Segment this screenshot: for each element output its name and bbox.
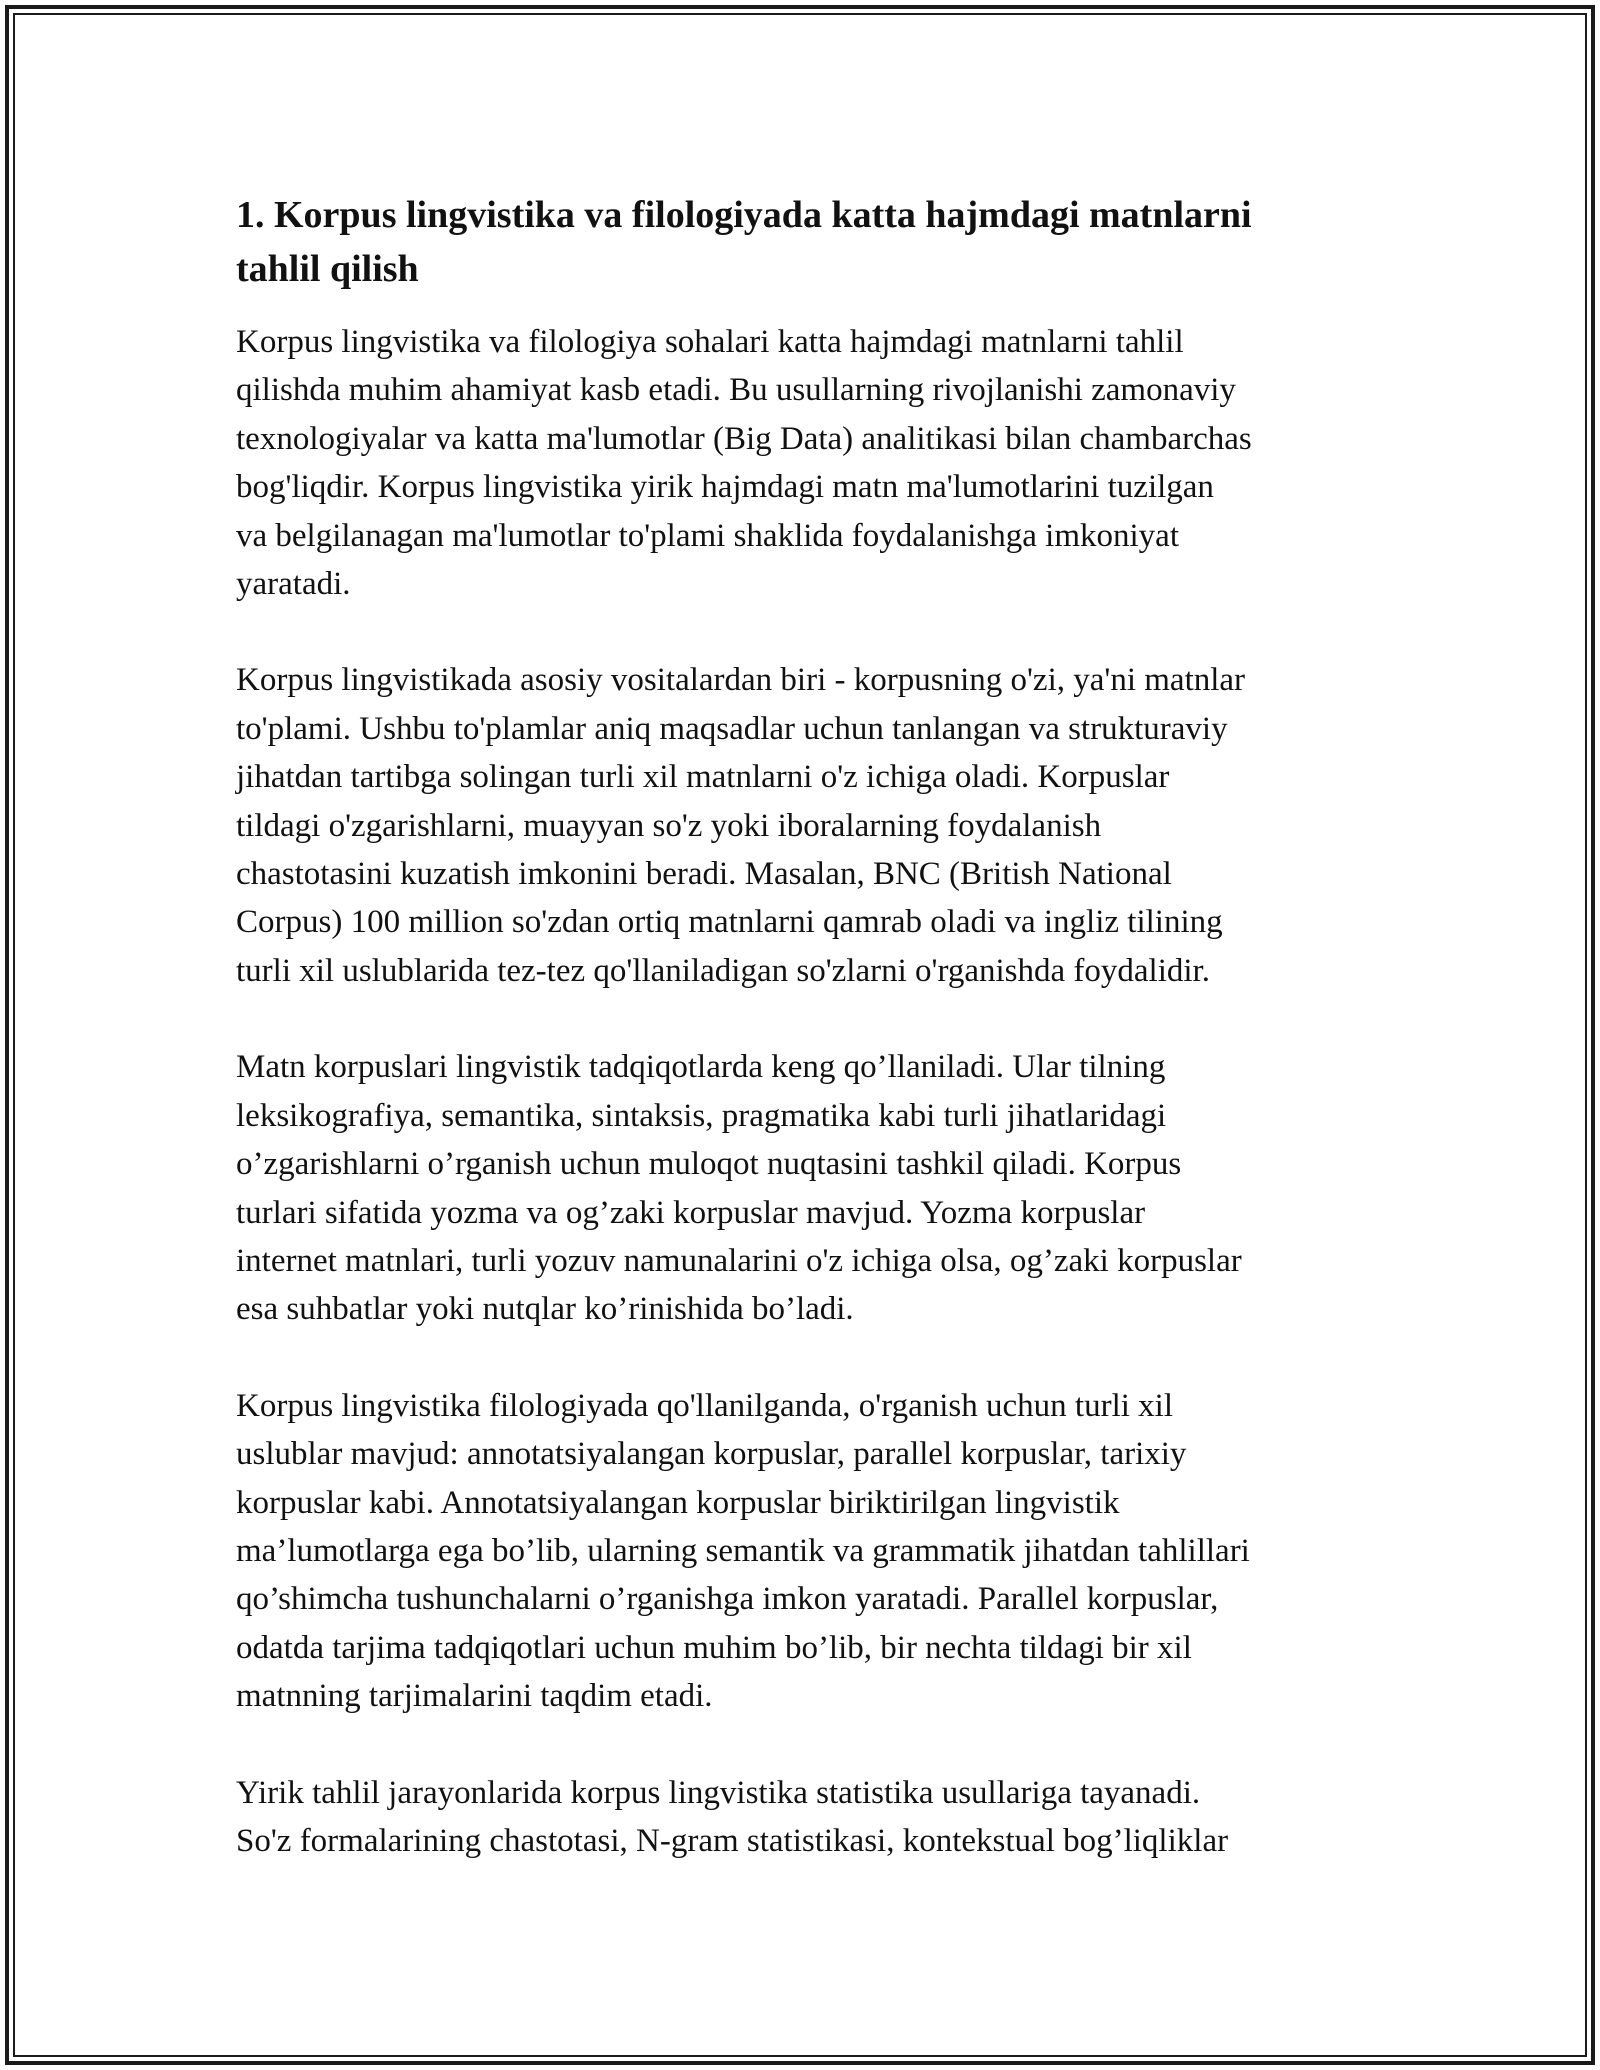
text-line: tildagi o'zgarishlarni, muayyan so'z yoki iboralarning foydalanish [236, 807, 1102, 844]
text-line: Matn korpuslari lingvistik tadqiqotlarda keng qo’llaniladi. Ular tilning [236, 1049, 1166, 1086]
text-line: qilishda muhim ahamiyat kasb etadi. Bu usullarning rivojlanishi zamonaviy [236, 372, 1236, 409]
heading-line: 1. Korpus lingvistika va filologiyada katta hajmdagi matnlarni [236, 194, 1252, 236]
text-line: Yirik tahlil jarayonlarida korpus lingvistika statistika usullariga tayanadi. [236, 1774, 1201, 1811]
text-line: ma’lumotlarga ega bo’lib, ularning semantik va grammatik jihatdan tahlillari [236, 1532, 1250, 1569]
paragraph-1 [236, 318, 1374, 608]
text-line: leksikografiya, semantika, sintaksis, pragmatika kabi turli jihatlaridagi [236, 1097, 1167, 1134]
text-line: va belgilanagan ma'lumotlar to'plami shaklida foydalanishga imkoniyat [236, 517, 1179, 554]
text-line: texnologiyalar va katta ma'lumotlar (Big Data) analitikasi bilan chambarchas [236, 420, 1252, 457]
text-line: odatda tarjima tadqiqotlari uchun muhim bo’lib, bir nechta tildagi bir xil [236, 1629, 1192, 1666]
paragraph-5 [236, 1769, 1374, 1866]
document-body [236, 188, 1374, 1865]
text-line: bog'liqdir. Korpus lingvistika yirik hajmdagi matn ma'lumotlarini tuzilgan [236, 469, 1214, 506]
paragraph-2 [236, 656, 1374, 995]
text-line: jihatdan tartibga solingan turli xil matnlarni o'z ichiga oladi. Korpuslar [236, 759, 1170, 796]
text-line: o’zgarishlarni o’rganish uchun muloqot nuqtasini tashkil qiladi. Korpus [236, 1146, 1182, 1183]
text-line: So'z formalarining chastotasi, N-gram statistikasi, kontekstual bog’liqliklar [236, 1822, 1229, 1859]
section-heading [236, 188, 1374, 296]
text-line: Korpus lingvistika filologiyada qo'llanilganda, o'rganish uchun turli xil [236, 1387, 1173, 1424]
text-line: esa suhbatlar yoki nutqlar ko’rinishida bo’ladi. [236, 1291, 854, 1328]
text-line: uslublar mavjud: annotatsiyalangan korpuslar, parallel korpuslar, tarixiy [236, 1436, 1187, 1473]
text-line: matnning tarjimalarini taqdim etadi. [236, 1678, 713, 1715]
heading-line: tahlil qilish [236, 248, 419, 290]
text-line: chastotasini kuzatish imkonini beradi. Masalan, BNC (British National [236, 856, 1172, 893]
paragraph-4 [236, 1382, 1374, 1721]
text-line: yaratadi. [236, 566, 351, 603]
paragraph-3 [236, 1043, 1374, 1333]
text-line: korpuslar kabi. Annotatsiyalangan korpuslar biriktirilgan lingvistik [236, 1484, 1120, 1521]
text-line: Corpus) 100 million so'zdan ortiq matnlarni qamrab oladi va ingliz tilining [236, 904, 1223, 941]
text-line: Korpus lingvistikada asosiy vositalardan biri - korpusning o'zi, ya'ni matnlar [236, 662, 1246, 699]
text-line: turli xil uslublarida tez-tez qo'llaniladigan so'zlarni o'rganishda foydalidir. [236, 952, 1210, 989]
text-line: turlari sifatida yozma va og’zaki korpuslar mavjud. Yozma korpuslar [236, 1194, 1146, 1231]
text-line: internet matnlari, turli yozuv namunalarini o'z ichiga olsa, og’zaki korpuslar [236, 1242, 1242, 1279]
text-line: to'plami. Ushbu to'plamlar aniq maqsadlar uchun tanlangan va strukturaviy [236, 710, 1228, 747]
text-line: qo’shimcha tushunchalarni o’rganishga imkon yaratadi. Parallel korpuslar, [236, 1581, 1219, 1618]
text-line: Korpus lingvistika va filologiya sohalari katta hajmdagi matnlarni tahlil [236, 324, 1184, 360]
